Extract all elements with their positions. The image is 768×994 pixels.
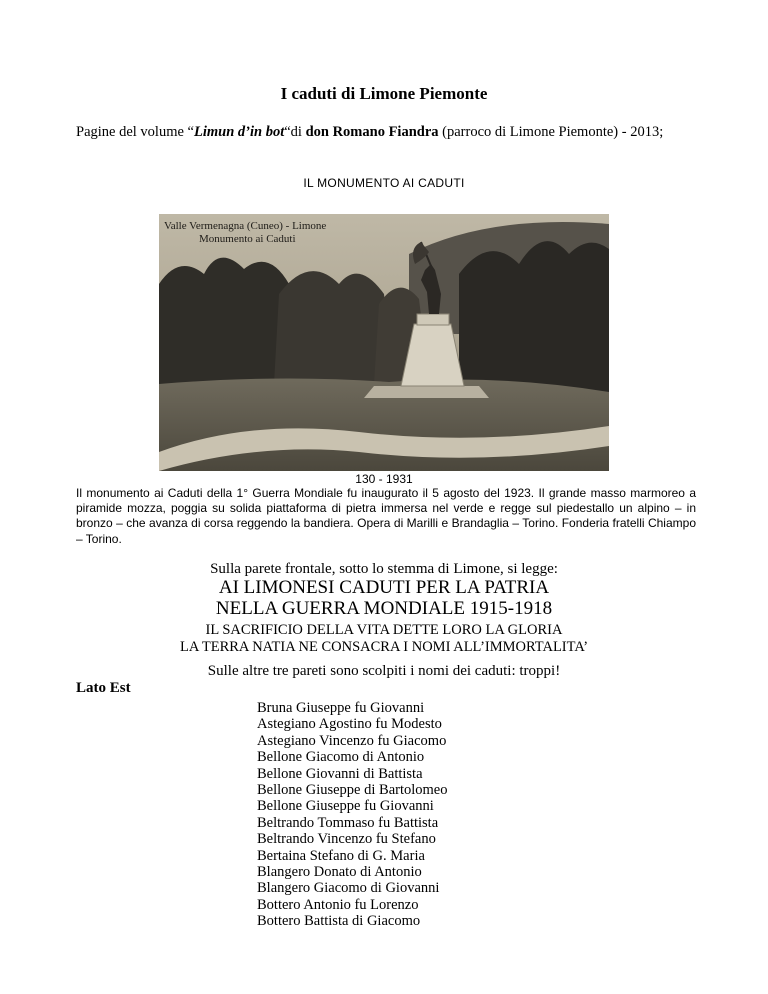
name-item: Beltrando Tommaso fu Battista bbox=[257, 814, 439, 831]
inscription-intro: Sulla parete frontale, sotto lo stemma di Limone, si legge: bbox=[210, 561, 558, 577]
name-item: Bottero Antonio fu Lorenzo bbox=[257, 896, 419, 913]
postcard-caption-line2: Monumento ai Caduti bbox=[199, 233, 296, 245]
name-item: Bellone Giuseppe fu Giovanni bbox=[257, 798, 434, 815]
names-list bbox=[257, 700, 447, 930]
platform-shape bbox=[364, 386, 489, 398]
intro-middle: “di bbox=[284, 124, 306, 140]
page-title: I caduti di Limone Piemonte bbox=[280, 84, 488, 103]
name-item: Blangero Donato di Antonio bbox=[257, 864, 422, 881]
pedestal-top bbox=[417, 314, 449, 325]
name-item: Bellone Giacomo di Antonio bbox=[257, 749, 425, 766]
name-item: Astegiano Agostino fu Modesto bbox=[257, 716, 442, 733]
inscription-line-1: AI LIMONESI CADUTI PER LA PATRIA bbox=[218, 577, 550, 598]
inscription-line-2: NELLA GUERRA MONDIALE 1915-1918 bbox=[215, 598, 553, 619]
section-heading: IL MONUMENTO AI CADUTI bbox=[303, 176, 465, 190]
intro-paragraph bbox=[76, 123, 696, 141]
monument-photo bbox=[159, 214, 609, 471]
photo-caption: 130 - 1931 bbox=[355, 472, 413, 486]
names-intro: Sulle altre tre pareti sono scolpiti i nomi dei caduti: troppi! bbox=[207, 663, 561, 679]
inscription-line-3: IL SACRIFICIO DELLA VITA DETTE LORO LA GLORIA bbox=[205, 622, 563, 638]
name-item: Blangero Giacomo di Giovanni bbox=[257, 880, 440, 897]
book-title: Limun d’in bot bbox=[193, 124, 285, 140]
name-item: Astegiano Vincenzo fu Giacomo bbox=[257, 732, 447, 749]
intro-suffix: (parroco di Limone Piemonte) - 2013; bbox=[438, 124, 664, 140]
name-item: Beltrando Vincenzo fu Stefano bbox=[257, 831, 436, 848]
trees-right bbox=[459, 241, 609, 399]
monument-description: Il monumento ai Caduti della 1° Guerra Mondiale fu inaugurato il 5 agosto del 1923. Il grande masso marmoreo a piramide mozza, poggia su solida piattaforma di pietra immersa nel verde e regge sul piedestallo un alpino – in bronzo – che avanza di corsa reggendo la bandiera. Opera di Marilli e Brandaglia – Torino. Fonderia fratelli Chiampo – Torino. bbox=[76, 486, 696, 546]
name-item: Bottero Battista di Giacomo bbox=[257, 913, 421, 930]
author-name: don Romano Fiandra bbox=[305, 124, 439, 140]
intro-prefix: Pagine del volume “ bbox=[76, 124, 194, 140]
postcard-caption-line1: Valle Vermenagna (Cuneo) - Limone bbox=[164, 220, 327, 232]
inscription-line-4: LA TERRA NATIA NE CONSACRA I NOMI ALL’IMMORTALITA’ bbox=[179, 639, 589, 655]
name-item: Bruna Giuseppe fu Giovanni bbox=[257, 700, 425, 716]
name-item: Bertaina Stefano di G. Maria bbox=[257, 847, 425, 864]
side-label-east: Lato Est bbox=[76, 680, 131, 696]
name-item: Bellone Giuseppe di Bartolomeo bbox=[257, 782, 448, 799]
name-item: Bellone Giovanni di Battista bbox=[257, 765, 423, 782]
